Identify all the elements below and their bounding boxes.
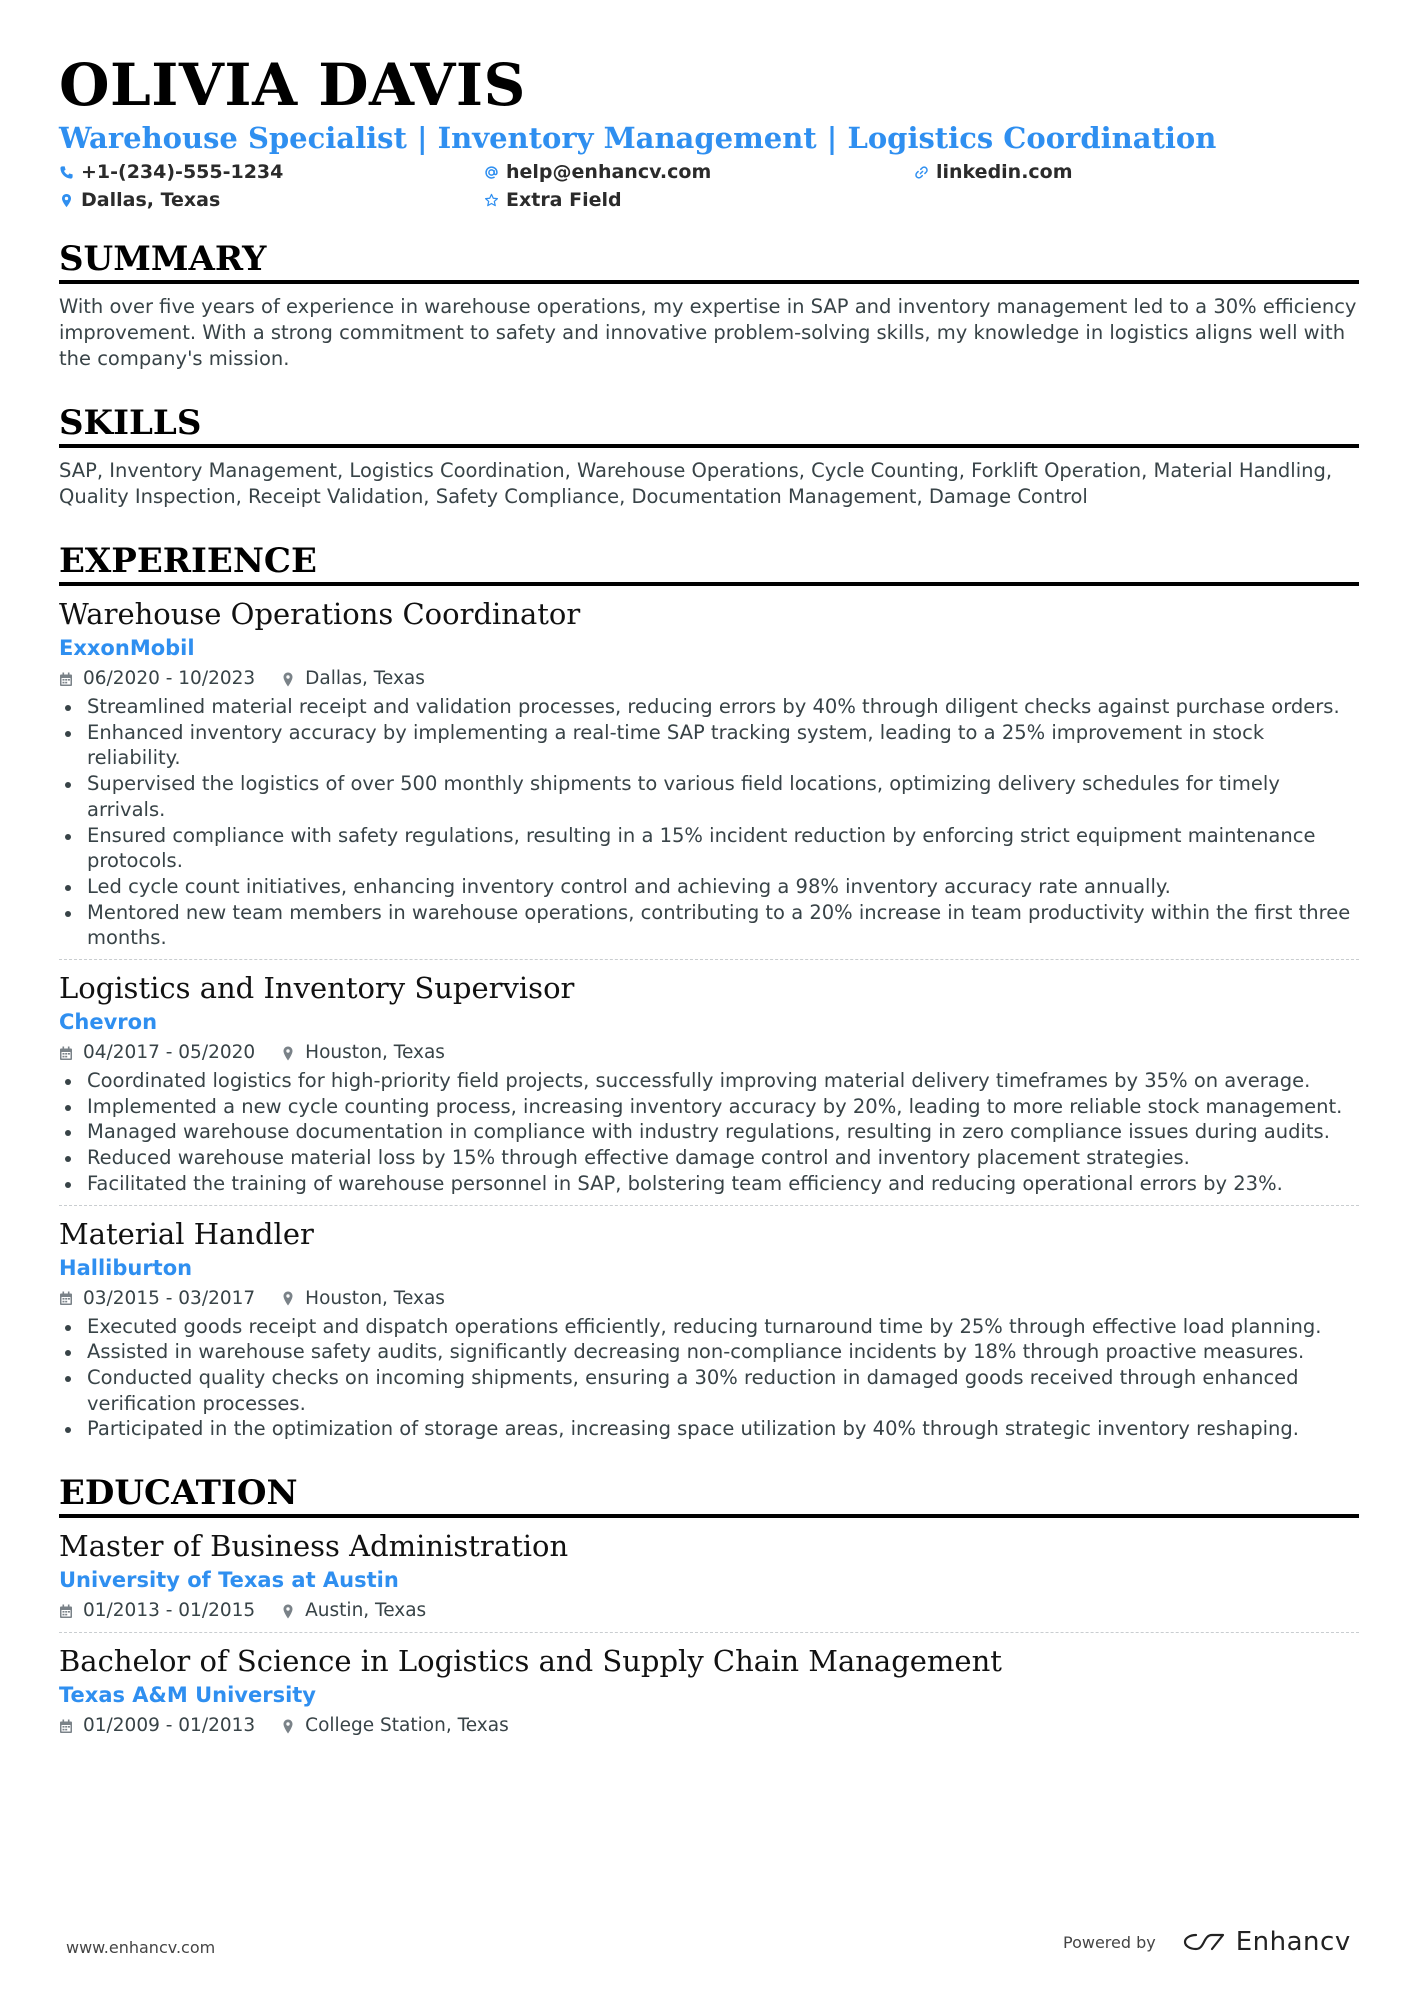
achievement-item: Supervised the logistics of over 500 monthly shipments to various field locations, optimizing delivery schedules for timely arrivals.: [59, 771, 1359, 822]
map-pin-icon: [281, 1604, 295, 1619]
location-text: Dallas, Texas: [81, 189, 221, 211]
location-text: Houston, Texas: [305, 1287, 445, 1309]
achievement-item: Ensured compliance with safety regulations, resulting in a 15% incident reduction by enforcing strict equipment maintenance protocols.: [59, 823, 1359, 874]
location-text: Dallas, Texas: [305, 668, 425, 689]
achievement-item: Managed warehouse documentation in compliance with industry regulations, resulting in zero compliance issues during audits.: [59, 1119, 1359, 1145]
entry-location: [281, 1598, 426, 1624]
enhancv-logo-icon: [1182, 1931, 1226, 1953]
contact-location: [59, 188, 484, 212]
contact-phone: [59, 160, 484, 184]
skills-text: SAP, Inventory Management, Logistics Coordination, Warehouse Operations, Cycle Counting, Forklift Operation, Material Handling, Quality Inspection, Receipt Validation, Safety Compliance, Documentation Management, Damage Control: [59, 459, 1333, 508]
linkedin-link[interactable]: linkedin.com: [936, 161, 1073, 183]
candidate-name: OLIVIA DAVIS: [59, 51, 526, 119]
entry-dates: [59, 1286, 255, 1312]
email-link[interactable]: help@enhancv.com: [506, 161, 712, 183]
achievement-item: Implemented a new cycle counting process, increasing inventory accuracy by 20%, leading to more reliable stock management.: [59, 1094, 1359, 1120]
calendar-icon: [59, 1719, 73, 1734]
experience-title: EXPERIENCE: [59, 540, 1359, 586]
link-icon: [914, 165, 929, 180]
contact-info: [59, 160, 1359, 212]
brand-name: Enhancv: [1235, 1927, 1351, 1957]
contact-linkedin[interactable]: [914, 160, 1314, 184]
entry-dates: [59, 666, 255, 692]
calendar-icon: [59, 1046, 73, 1061]
calendar-icon: [59, 1604, 73, 1619]
achievement-item: Streamlined material receipt and validation processes, reducing errors by 40% through diligent checks against purchase orders.: [59, 694, 1359, 720]
map-pin-icon: [281, 672, 295, 687]
achievement-item: Facilitated the training of warehouse personnel in SAP, bolstering team efficiency and reducing operational errors by 23%.: [59, 1171, 1359, 1197]
achievement-item: Led cycle count initiatives, enhancing inventory control and achieving a 98% inventory accuracy rate annually.: [59, 874, 1359, 900]
company-name: Chevron: [59, 1010, 158, 1035]
achievement-list: [59, 1314, 1359, 1443]
map-pin-icon: [281, 1046, 295, 1061]
resume-page: [59, 52, 1359, 1747]
skills-section: [59, 402, 1359, 510]
experience-entry: [59, 1206, 1359, 1451]
entry-meta: [59, 1040, 1359, 1066]
contact-email[interactable]: [484, 160, 914, 184]
experience-section: [59, 540, 1359, 1450]
entry-meta: [59, 1713, 1359, 1739]
dates-text: 01/2013 - 01/2015: [83, 1600, 256, 1622]
dates-text: 04/2017 - 05/2020: [83, 1042, 256, 1064]
degree-title: Master of Business Administration: [59, 1529, 569, 1564]
achievement-item: Coordinated logistics for high-priority field projects, successfully improving material delivery timeframes by 35% on average.: [59, 1068, 1359, 1094]
location-text: Austin, Texas: [305, 1600, 427, 1622]
entry-dates: [59, 1598, 255, 1624]
achievement-list: [59, 1068, 1359, 1197]
school-name: University of Texas at Austin: [59, 1568, 399, 1593]
powered-by-label: Powered by: [1063, 1932, 1156, 1952]
phone-icon: [59, 165, 74, 180]
achievement-item: Mentored new team members in warehouse operations, contributing to a 20% increase in team productivity within the first three months.: [59, 900, 1359, 951]
dates-text: 01/2009 - 01/2013: [83, 1715, 256, 1737]
candidate-headline: Warehouse Specialist | Inventory Management | Logistics Coordination: [59, 121, 1217, 155]
location-text: Houston, Texas: [305, 1042, 445, 1064]
education-entry: [59, 1633, 1359, 1747]
entry-location: [281, 1713, 509, 1739]
extra-field-text: Extra Field: [506, 189, 622, 211]
job-title: Warehouse Operations Coordinator: [59, 597, 581, 631]
degree-title: Bachelor of Science in Logistics and Supply Chain Management: [59, 1644, 1002, 1679]
entry-dates: [59, 1713, 255, 1739]
summary-section: [59, 238, 1359, 372]
phone-text: +1-(234)-555-1234: [81, 161, 284, 183]
map-pin-icon: [281, 1719, 295, 1734]
footer-branding: [1063, 1927, 1351, 1957]
education-section: [59, 1472, 1359, 1747]
experience-entry: [59, 960, 1359, 1206]
skills-title: SKILLS: [59, 402, 1359, 448]
entry-meta: [59, 1286, 1359, 1312]
summary-text: With over five years of experience in warehouse operations, my expertise in SAP and inventory management led to a 30% efficiency improvement. With a strong commitment to safety and innovative problem-solving skills, my knowledge in logistics aligns well with the company's mission.: [59, 295, 1357, 370]
entry-location: [281, 1286, 445, 1312]
experience-entry: [59, 586, 1359, 960]
entry-location: [281, 666, 425, 692]
achievement-item: Assisted in warehouse safety audits, significantly decreasing non-compliance incidents by 18% through proactive measures.: [59, 1339, 1359, 1365]
job-title: Material Handler: [59, 1216, 314, 1251]
star-icon: [484, 193, 499, 208]
contact-extra: [484, 188, 914, 212]
at-icon: [484, 165, 499, 180]
footer-website[interactable]: www.enhancv.com: [66, 1938, 216, 1957]
entry-meta: [59, 666, 1359, 692]
summary-title: SUMMARY: [59, 238, 1359, 284]
achievement-item: Reduced warehouse material loss by 15% through effective damage control and inventory placement strategies.: [59, 1145, 1359, 1171]
map-pin-icon: [59, 193, 74, 208]
achievement-item: Enhanced inventory accuracy by implementing a real-time SAP tracking system, leading to a 25% improvement in stock reliability.: [59, 720, 1359, 771]
calendar-icon: [59, 1291, 73, 1306]
achievement-item: Conducted quality checks on incoming shipments, ensuring a 30% reduction in damaged goods received through enhanced verification processes.: [59, 1365, 1359, 1416]
achievement-item: Participated in the optimization of storage areas, increasing space utilization by 40% through strategic inventory reshaping.: [59, 1416, 1359, 1442]
school-name: Texas A&M University: [59, 1683, 316, 1708]
entry-location: [281, 1040, 445, 1066]
job-title: Logistics and Inventory Supervisor: [59, 971, 575, 1006]
achievement-item: Executed goods receipt and dispatch operations efficiently, reducing turnaround time by 25% through effective load planning.: [59, 1314, 1359, 1340]
education-title: EDUCATION: [59, 1472, 1359, 1518]
entry-dates: [59, 1040, 255, 1066]
achievement-list: [59, 694, 1359, 951]
dates-text: 06/2020 - 10/2023: [83, 668, 256, 689]
calendar-icon: [59, 672, 73, 687]
map-pin-icon: [281, 1291, 295, 1306]
entry-meta: [59, 1598, 1359, 1624]
company-name: Halliburton: [59, 1255, 193, 1280]
location-text: College Station, Texas: [305, 1715, 509, 1737]
dates-text: 03/2015 - 03/2017: [83, 1287, 256, 1309]
education-entry: [59, 1518, 1359, 1633]
company-name: ExxonMobil: [59, 636, 195, 660]
